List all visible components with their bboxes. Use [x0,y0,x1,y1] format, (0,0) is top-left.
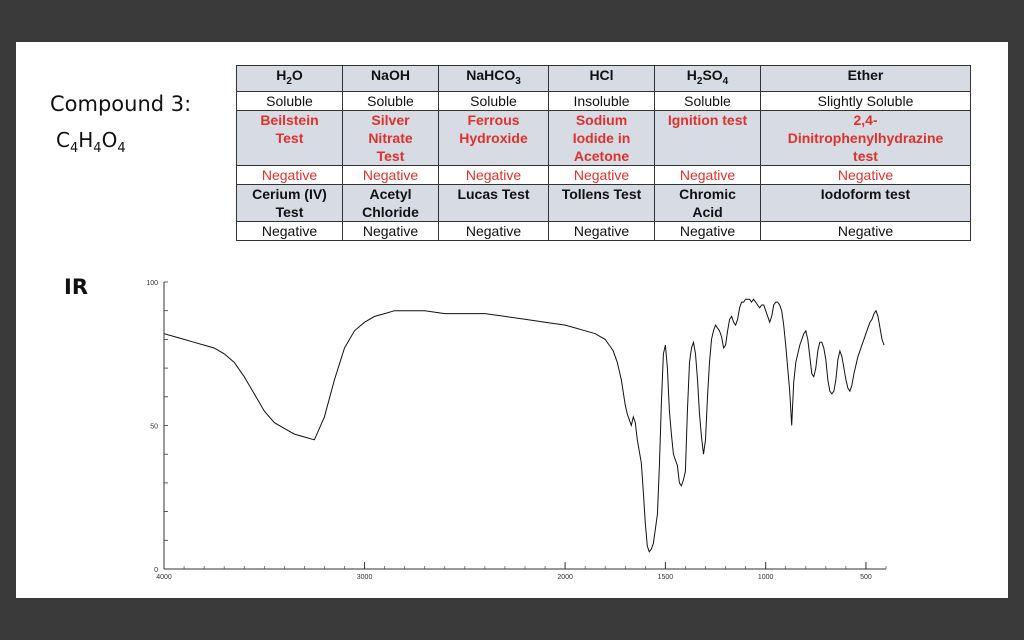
table-cell: Negative [237,221,343,240]
table-cell: Negative [439,165,549,184]
table-cell: Cerium (IV) Test [237,184,343,221]
table-cell: Negative [761,221,971,240]
table-cell: Acetyl Chloride [343,184,439,221]
table-row [237,110,971,165]
x-tick-label: 4000 [156,574,172,581]
table-cell: Sodium Iodide in Acetone [549,110,655,165]
x-tick-label: 2000 [557,574,573,581]
table-cell: Lucas Test [439,184,549,221]
table-cell: Negative [343,165,439,184]
table-cell: Negative [655,221,761,240]
y-tick-label: 0 [154,567,158,574]
x-tick-label: 3000 [356,574,373,581]
table-row [237,221,971,240]
y-tick-label: 100 [146,280,158,287]
ir-label: IR [64,275,88,299]
x-tick-label: 500 [860,574,872,581]
table-cell: Silver Nitrate Test [343,110,439,165]
table-row [237,184,971,221]
compound-formula: $C_4H_4O_4$ [56,128,126,156]
table-row [237,165,971,184]
compound-title: Compound 3: [50,92,192,116]
table-cell: NaHCO$_3$ [439,66,549,92]
table-cell: $H_2SO_4$ [655,66,761,92]
test-results-table [236,65,971,241]
ir-spectrum-line [164,299,884,552]
table-cell: Beilstein Test [237,110,343,165]
table-cell: Insoluble [549,91,655,110]
table-cell: Soluble [343,91,439,110]
table-cell: Ether [761,66,971,92]
table-cell: Slightly Soluble [761,91,971,110]
table-cell: Iodoform test [761,184,971,221]
table-cell: Negative [549,165,655,184]
x-tick-label: 1500 [657,574,674,581]
table-cell: Ignition test [655,110,761,165]
table-cell: Soluble [439,91,549,110]
table-cell: Ferrous Hydroxide [439,110,549,165]
table-row [237,66,971,92]
table-cell: Negative [549,221,655,240]
table-cell: Tollens Test [549,184,655,221]
table-cell: $H_2O$ [237,66,343,92]
table-cell: 2,4- Dinitrophenylhydrazine test [761,110,971,165]
table-cell: HCl [549,66,655,92]
y-tick-label: 50 [150,423,158,431]
table-cell: Chromic Acid [655,184,761,221]
table-cell: Negative [761,165,971,184]
table-cell: NaOH [343,66,439,92]
table-cell: Soluble [237,91,343,110]
table-cell: Negative [237,165,343,184]
table-cell: Negative [343,221,439,240]
table-cell: Negative [655,165,761,184]
table-row [237,91,971,110]
table-cell: Soluble [655,91,761,110]
slide [16,42,1008,598]
ir-spectrum-chart [136,270,896,590]
x-tick-label: 1000 [757,574,774,581]
table-cell: Negative [439,221,549,240]
